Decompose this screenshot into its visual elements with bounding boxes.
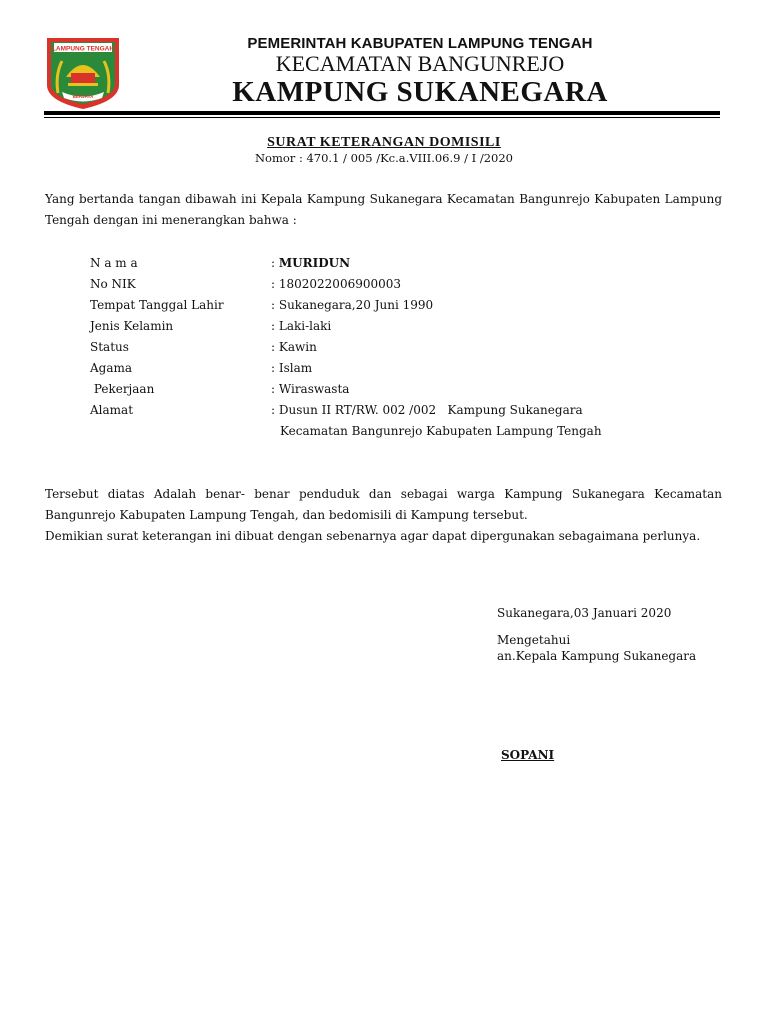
field-label-name: N a m a [90, 256, 138, 270]
header-government: PEMERINTAH KABUPATEN LAMPUNG TENGAH [247, 35, 593, 52]
field-value-name-text: MURIDUN [278, 256, 351, 270]
field-value-nik-text: 1802022006900003 [278, 277, 402, 291]
field-label-status: Status [90, 340, 129, 354]
field-label-address: Alamat [90, 403, 134, 417]
field-value-birth-text: Sukanegara,20 Juni 1990 [278, 298, 434, 312]
field-value-birth: : Sukanegara,20 Juni 1990 [271, 298, 434, 312]
field-value-religion-text: Islam [278, 361, 313, 375]
signature-on-behalf: an.Kepala Kampung Sukanegara [497, 649, 697, 663]
field-value-nik: : 1802022006900003 [271, 277, 402, 291]
field-value-name: : MURIDUN [271, 256, 351, 270]
field-label-religion: Agama [90, 361, 133, 375]
letterhead-divider-thin [44, 117, 720, 118]
letter-title: SURAT KETERANGAN DOMISILI [267, 135, 501, 150]
field-label-gender: Jenis Kelamin [90, 319, 174, 333]
field-label-birth: Tempat Tanggal Lahir [90, 298, 224, 312]
header-district: KECAMATAN BANGUNREJO [275, 51, 565, 76]
field-value-gender-text: Laki-laki [278, 319, 332, 333]
signature-place-date: Sukanegara,03 Januari 2020 [497, 606, 672, 620]
field-label-occupation: Pekerjaan [90, 382, 155, 396]
letterhead-divider-thick [44, 111, 720, 115]
logo-banner-text: LAMPUNG TENGAH [51, 45, 115, 53]
field-value-status: : Kawin [271, 340, 317, 354]
field-value-address: : Dusun II RT/RW. 002 /002 Kampung Sukanegara [271, 403, 583, 417]
regency-emblem-logo [44, 35, 122, 111]
field-label-nik: No NIK [90, 277, 136, 291]
field-value-address-text: Dusun II RT/RW. 002 /002 Kampung Sukanegara [278, 403, 583, 417]
header-village: KAMPUNG SUKANEGARA [232, 76, 608, 108]
signature-acknowledged: Mengetahui [497, 633, 571, 647]
field-value-status-text: Kawin [278, 340, 317, 354]
address-line-2: Kecamatan Bangunrejo Kabupaten Lampung Tengah [280, 424, 602, 438]
field-value-gender: : Laki-laki [271, 319, 332, 333]
field-value-occupation: : Wiraswasta [271, 382, 350, 396]
field-value-occupation-text: Wiraswasta [278, 382, 350, 396]
intro-paragraph: Yang bertanda tangan dibawah ini Kepala Kampung Sukanegara Kecamatan Bangunrejo Kabupaten Lampung Tengah dengan ini menerangkan bahwa : [45, 192, 722, 227]
logo-ribbon-text: BERJAYA [72, 94, 94, 99]
statement-paragraph: Tersebut diatas Adalah benar- benar penduduk dan sebagai warga Kampung Sukanegara Kecamatan Bangunrejo Kabupaten Lampung Tengah, dan bedomisili di Kampung tersebut. [45, 487, 722, 522]
closing-sentence: Demikian surat keterangan ini dibuat dengan sebenarnya agar dapat dipergunakan sebagaimana perlunya. [45, 529, 701, 543]
field-value-religion: : Islam [271, 361, 313, 375]
letter-number: Nomor : 470.1 / 005 /Kc.a.VIII.06.9 / I /2020 [254, 151, 513, 165]
signatory-name: SOPANI [501, 748, 555, 762]
